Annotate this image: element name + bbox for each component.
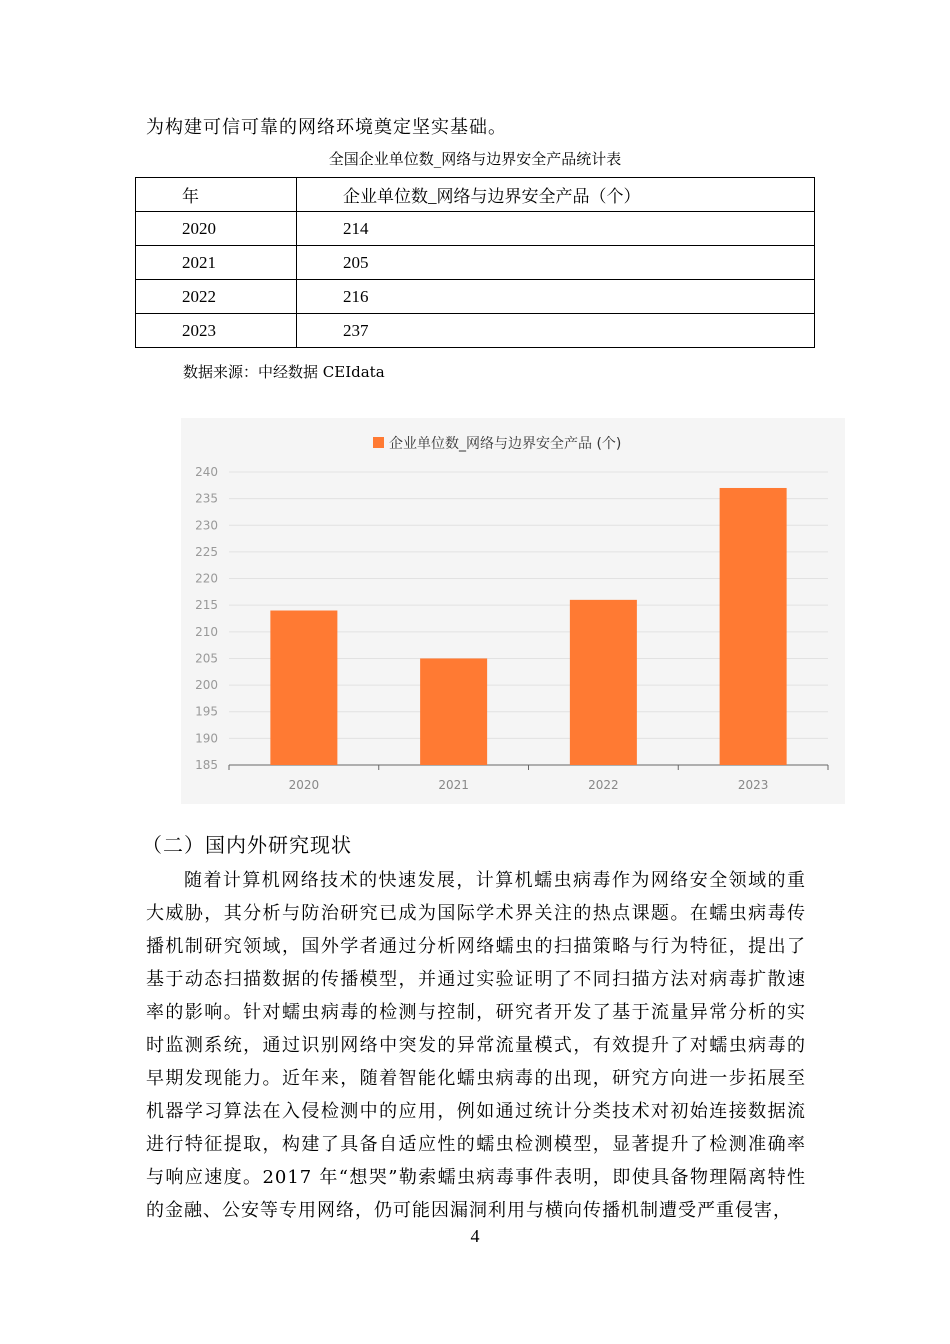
y-tick-label: 225 [195, 544, 218, 559]
table-cell-count: 216 [297, 280, 815, 314]
table-cell-count: 237 [297, 314, 815, 348]
table-cell-count: 214 [297, 212, 815, 246]
y-tick-label: 235 [195, 491, 218, 506]
page-number: 4 [470, 1226, 480, 1246]
bar [420, 658, 487, 765]
bar-chart [181, 418, 845, 804]
x-tick-label: 2020 [288, 778, 320, 792]
bar-chart-svg [181, 418, 845, 804]
bar [720, 488, 787, 765]
x-tick-label: 2021 [438, 778, 469, 792]
intro-line: 为构建可信可靠的网络环境奠定坚实基础。 [146, 117, 507, 138]
body-paragraph: 随着计算机网络技术的快速发展，计算机蠕虫病毒作为网络安全领域的重大威胁，其分析与防治研究已成为国际学术界关注的热点课题。在蠕虫病毒传播机制研究领域，国外学者通过分析网络蠕虫的扫描策略与行为特征，提出了基于动态扫描数据的传播模型，并通过实验证明了不同扫描方法对病毒扩散速率的影响。针对蠕虫病毒的检测与控制，研究者开发了基于流量异常分析的实时监测系统，通过识别网络中突发的异常流量模式，有效提升了对蠕虫病毒的早期发现能力。近年来，随着智能化蠕虫病毒的出现，研究方向进一步拓展至机器学习算法在入侵检测中的应用，例如通过统计分类技术对初始连接数据流进行特征提取，构建了具备自适应性的蠕虫检测模型，显著提升了检测准确率与响应速度。2017 年“想哭”勒索蠕虫病毒事件表明，即使具备物理隔离特性的金融、公安等专用网络，仍可能因漏洞利用与横向传播机制遭受严重侵害， [146, 870, 806, 1221]
data-source-note: 数据来源：中经数据 CEIdata [183, 363, 385, 381]
table-cell-year: 2020 [136, 212, 297, 246]
y-tick-label: 210 [195, 624, 218, 639]
y-tick-label: 185 [195, 758, 218, 772]
table-row [136, 280, 815, 314]
y-tick-label: 190 [195, 731, 218, 746]
legend-label: 企业单位数_网络与边界安全产品 (个) [389, 436, 622, 452]
section-heading: （二）国内外研究现状 [142, 833, 352, 857]
statistics-table [135, 177, 815, 348]
bar [570, 600, 637, 765]
y-tick-label: 205 [195, 651, 218, 666]
legend-swatch [373, 437, 384, 448]
table-header-year: 年 [136, 178, 297, 212]
y-tick-label: 240 [195, 465, 218, 479]
table-row [136, 246, 815, 280]
table-cell-count: 205 [297, 246, 815, 280]
x-tick-label: 2022 [588, 778, 619, 792]
table-header-row [136, 178, 815, 212]
table-caption: 全国企业单位数_网络与边界安全产品统计表 [328, 150, 622, 168]
table-cell-year: 2023 [136, 314, 297, 348]
table-row [136, 314, 815, 348]
bar [270, 611, 337, 765]
table-header-count: 企业单位数_网络与边界安全产品（个） [297, 178, 815, 212]
y-tick-label: 200 [195, 678, 218, 693]
y-tick-label: 215 [195, 598, 218, 613]
x-tick-label: 2023 [737, 778, 769, 792]
y-tick-label: 220 [195, 571, 218, 586]
table-row [136, 212, 815, 246]
y-tick-label: 230 [195, 518, 218, 533]
y-tick-label: 195 [195, 704, 218, 719]
table-cell-year: 2021 [136, 246, 297, 280]
table-cell-year: 2022 [136, 280, 297, 314]
